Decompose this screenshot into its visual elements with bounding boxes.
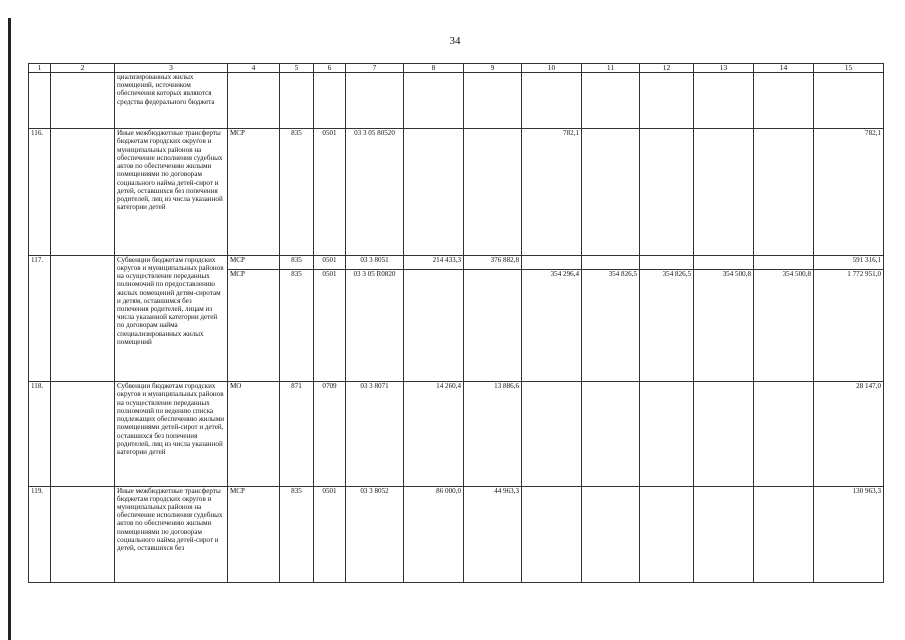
cell-c5: 835 xyxy=(280,486,314,582)
cell-c8: 214 433,3 xyxy=(404,255,464,269)
cell-c8 xyxy=(404,269,464,381)
cell-c12 xyxy=(640,129,694,255)
column-header-4: 4 xyxy=(228,64,280,73)
cell-c6: 0501 xyxy=(314,269,346,381)
cell-c2 xyxy=(51,486,115,582)
cell-c14 xyxy=(754,129,814,255)
cell-c7: 03 3 8051 xyxy=(346,255,404,269)
cell-c10 xyxy=(522,486,582,582)
cell-c13 xyxy=(694,255,754,269)
cell-c9 xyxy=(464,73,522,129)
cell-c2 xyxy=(51,129,115,255)
cell-c15: 782,1 xyxy=(814,129,884,255)
cell-c7: 03 3 05 R0820 xyxy=(346,269,404,381)
column-header-13: 13 xyxy=(694,64,754,73)
cell-description: Субвенции бюджетам городских округов и муниципальных районов на осуществление переданных полномочий по предоставлению жилых помещений детям-сиротам и детям, оставшимся без попечения родителей, лицам из числа указанной категории детей по договорам найма специализированных жилых помещений xyxy=(115,255,228,381)
cell-c9: 376 882,8 xyxy=(464,255,522,269)
cell-org: МСР xyxy=(228,129,280,255)
cell-c7: 03 3 8071 xyxy=(346,382,404,486)
cell-description: Иные межбюджетные трансферты бюджетам городских округов и муниципальных районов на обеспечение исполнения судебных актов по обеспечению жилыми помещениями по договорам социального найма детей-сирот и детей, оставшихся без xyxy=(115,486,228,582)
cell-c10: 354 296,4 xyxy=(522,269,582,381)
cell-c9 xyxy=(464,269,522,381)
cell-no xyxy=(29,73,51,129)
cell-description: Иные межбюджетные трансферты бюджетам городских округов и муниципальных районов на обеспечение исполнения судебных актов по обеспечению жилыми помещениями по договорам социального найма детей-сирот и детей, оставшихся без попечения родителей, лиц из числа указанной категории детей xyxy=(115,129,228,255)
column-header-1: 1 xyxy=(29,64,51,73)
cell-c6 xyxy=(314,73,346,129)
column-header-7: 7 xyxy=(346,64,404,73)
column-header-5: 5 xyxy=(280,64,314,73)
column-header-row xyxy=(29,64,884,73)
cell-c11 xyxy=(582,486,640,582)
table-row-continuation xyxy=(29,73,884,129)
cell-c5: 835 xyxy=(280,129,314,255)
cell-c5: 835 xyxy=(280,255,314,269)
cell-c12 xyxy=(640,486,694,582)
cell-description: циализированных жилых помещений, источником обеспечения которых являются средства федерального бюджета xyxy=(115,73,228,129)
cell-c15 xyxy=(814,73,884,129)
column-header-9: 9 xyxy=(464,64,522,73)
cell-c15: 28 147,0 xyxy=(814,382,884,486)
cell-c10: 782,1 xyxy=(522,129,582,255)
cell-c7 xyxy=(346,73,404,129)
cell-row-number: 116. xyxy=(29,129,51,255)
cell-c8 xyxy=(404,129,464,255)
column-header-14: 14 xyxy=(754,64,814,73)
table-row xyxy=(29,382,884,486)
table-body xyxy=(29,64,884,583)
cell-c6: 0501 xyxy=(314,255,346,269)
cell-c11 xyxy=(582,255,640,269)
page-edge-bar xyxy=(8,18,11,640)
cell-c11 xyxy=(582,129,640,255)
cell-c13 xyxy=(694,486,754,582)
cell-c13 xyxy=(694,129,754,255)
cell-c11: 354 826,5 xyxy=(582,269,640,381)
cell-c5: 871 xyxy=(280,382,314,486)
cell-c6: 0501 xyxy=(314,486,346,582)
column-header-11: 11 xyxy=(582,64,640,73)
cell-c14 xyxy=(754,73,814,129)
budget-table xyxy=(28,63,884,583)
cell-c9: 44 963,3 xyxy=(464,486,522,582)
cell-c4 xyxy=(228,73,280,129)
cell-c2 xyxy=(51,382,115,486)
cell-c13: 354 500,8 xyxy=(694,269,754,381)
cell-c13 xyxy=(694,382,754,486)
cell-c12: 354 826,5 xyxy=(640,269,694,381)
cell-c15: 130 963,3 xyxy=(814,486,884,582)
page-number: 34 xyxy=(449,35,461,47)
cell-description: Субвенции бюджетам городских округов и муниципальных районов на осуществление переданных полномочий по ведению списка подлежащих обеспечению жилыми помещениями детей-сирот и детей, оставшихся без попечения родителей, лиц из числа указанной категории детей xyxy=(115,382,228,486)
table-row xyxy=(29,486,884,582)
cell-c6: 0501 xyxy=(314,129,346,255)
cell-c11 xyxy=(582,382,640,486)
cell-c2 xyxy=(51,255,115,381)
cell-c8: 14 260,4 xyxy=(404,382,464,486)
cell-c10 xyxy=(522,255,582,269)
cell-c15: 1 772 951,0 xyxy=(814,269,884,381)
table-row xyxy=(29,129,884,255)
cell-c9: 13 886,6 xyxy=(464,382,522,486)
cell-c14 xyxy=(754,255,814,269)
column-header-3: 3 xyxy=(115,64,228,73)
column-header-15: 15 xyxy=(814,64,884,73)
cell-row-number: 118. xyxy=(29,382,51,486)
cell-row-number: 119. xyxy=(29,486,51,582)
column-header-6: 6 xyxy=(314,64,346,73)
column-header-2: 2 xyxy=(51,64,115,73)
cell-c12 xyxy=(640,73,694,129)
cell-c15: 591 316,1 xyxy=(814,255,884,269)
cell-c8: 86 000,0 xyxy=(404,486,464,582)
cell-org: МСР xyxy=(228,486,280,582)
cell-c8 xyxy=(404,73,464,129)
cell-c13 xyxy=(694,73,754,129)
cell-c2 xyxy=(51,73,115,129)
cell-c5 xyxy=(280,73,314,129)
cell-c9 xyxy=(464,129,522,255)
cell-org: МСР xyxy=(228,269,280,381)
cell-row-number: 117. xyxy=(29,255,51,381)
table-row xyxy=(29,255,884,269)
column-header-10: 10 xyxy=(522,64,582,73)
cell-org: МО xyxy=(228,382,280,486)
column-header-12: 12 xyxy=(640,64,694,73)
cell-c6: 0709 xyxy=(314,382,346,486)
cell-c12 xyxy=(640,382,694,486)
cell-c10 xyxy=(522,382,582,486)
cell-c11 xyxy=(582,73,640,129)
cell-c14: 354 500,8 xyxy=(754,269,814,381)
cell-c10 xyxy=(522,73,582,129)
cell-c7: 03 3 05 80520 xyxy=(346,129,404,255)
cell-c14 xyxy=(754,382,814,486)
cell-c14 xyxy=(754,486,814,582)
cell-c12 xyxy=(640,255,694,269)
cell-c5: 835 xyxy=(280,269,314,381)
column-header-8: 8 xyxy=(404,64,464,73)
cell-c7: 03 3 8052 xyxy=(346,486,404,582)
cell-org: МСР xyxy=(228,255,280,269)
